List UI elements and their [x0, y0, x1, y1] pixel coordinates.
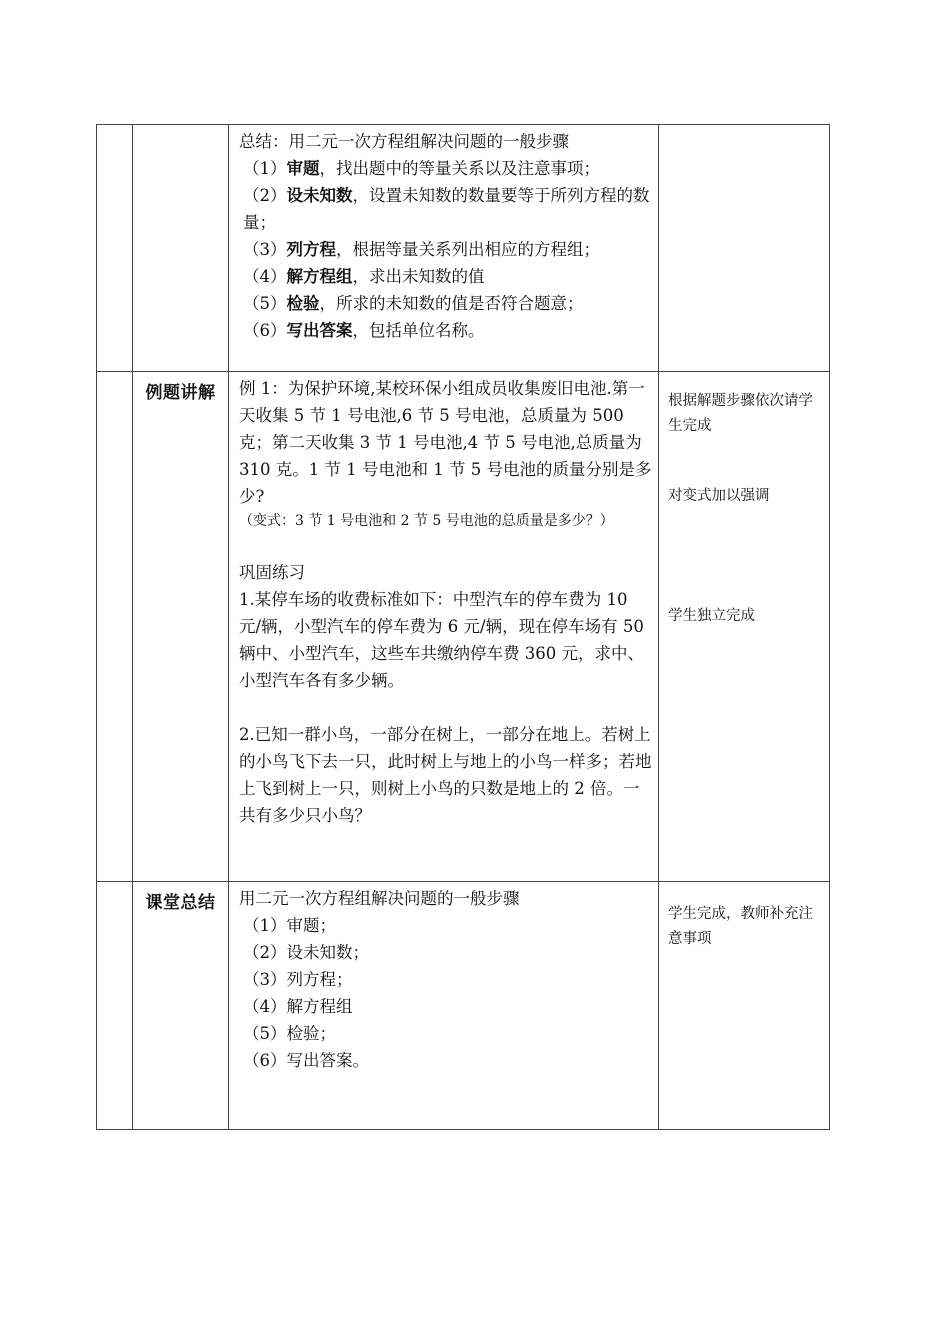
- content-cell: [229, 882, 659, 1130]
- summary-step: （5）检验；: [243, 1024, 336, 1043]
- example-variant: （变式：3 节 1 号电池和 2 节 5 号电池的总质量是多少？）: [239, 513, 614, 529]
- summary-step: （2）设未知数；: [243, 943, 369, 962]
- section-label-cell: [133, 882, 229, 1130]
- summary-step: （1）审题；: [243, 916, 336, 935]
- teacher-note: 学生独立完成: [668, 608, 755, 624]
- empty-cell: [97, 372, 133, 882]
- summary-step: （3）列方程，根据等量关系列出相应的方程组；: [243, 240, 600, 259]
- summary-step: （5）检验，所求的未知数的值是否符合题意；: [243, 294, 584, 313]
- summary-step: （6）写出答案。: [243, 1051, 369, 1070]
- teacher-note: 根据解题步骤依次请学生完成: [668, 393, 813, 434]
- summary-step: （4）解方程组，求出未知数的值: [243, 267, 485, 286]
- table-row-examples: [97, 372, 830, 882]
- example-problem: 例 1：为保护环境,某校环保小组成员收集废旧电池.第一天收集 5 节 1 号电池,6 节 5 号电池，总质量为 500 克；第二天收集 3 节 1 号电池,4 节 5 号电池,总质量为 310 克。1 节 1 号电池和 1 节 5 号电池的质量分别是多少?: [239, 379, 652, 506]
- practice-problem-2: 2.已知一群小鸟，一部分在树上，一部分在地上。若树上的小鸟飞下去一只，此时树上与地上的小鸟一样多；若地上飞到树上一只，则树上小鸟的只数是地上的 2 倍。一共有多少只小鸟？: [239, 725, 652, 825]
- summary-step: （2）设未知数，设置未知数的数量要等于所列方程的数量；: [243, 186, 650, 232]
- empty-cell: [97, 125, 133, 372]
- content-cell: [229, 125, 659, 372]
- summary-heading: 总结：用二元一次方程组解决问题的一般步骤: [239, 132, 569, 151]
- practice-title: 巩固练习: [239, 563, 305, 582]
- note-cell: [659, 882, 830, 1130]
- summary-step: （3）列方程；: [243, 970, 353, 989]
- section-label-cell: [133, 372, 229, 882]
- summary-step: （1）审题，找出题中的等量关系以及注意事项；: [243, 159, 600, 178]
- teacher-note: 学生完成，教师补充注意事项: [668, 906, 813, 947]
- teacher-note: 对变式加以强调: [668, 488, 770, 504]
- section-label: 课堂总结: [145, 893, 216, 913]
- content-cell: [229, 372, 659, 882]
- note-cell: [659, 372, 830, 882]
- summary-step: （4）解方程组: [243, 997, 353, 1016]
- lesson-plan-table: [96, 124, 830, 1130]
- table-row-summary-steps: [97, 125, 830, 372]
- empty-cell: [97, 882, 133, 1130]
- table-row-class-summary: [97, 882, 830, 1130]
- section-label-cell: [133, 125, 229, 372]
- summary-heading: 用二元一次方程组解决问题的一般步骤: [239, 889, 520, 908]
- practice-problem-1: 1.某停车场的收费标准如下：中型汽车的停车费为 10 元/辆，小型汽车的停车费为 6 元/辆，现在停车场有 50 辆中、小型汽车，这些车共缴纳停车费 360 元，求中、小型汽车各有多少辆。: [239, 590, 644, 690]
- section-label: 例题讲解: [145, 383, 216, 403]
- note-cell: [659, 125, 830, 372]
- summary-step: （6）写出答案，包括单位名称。: [243, 321, 485, 340]
